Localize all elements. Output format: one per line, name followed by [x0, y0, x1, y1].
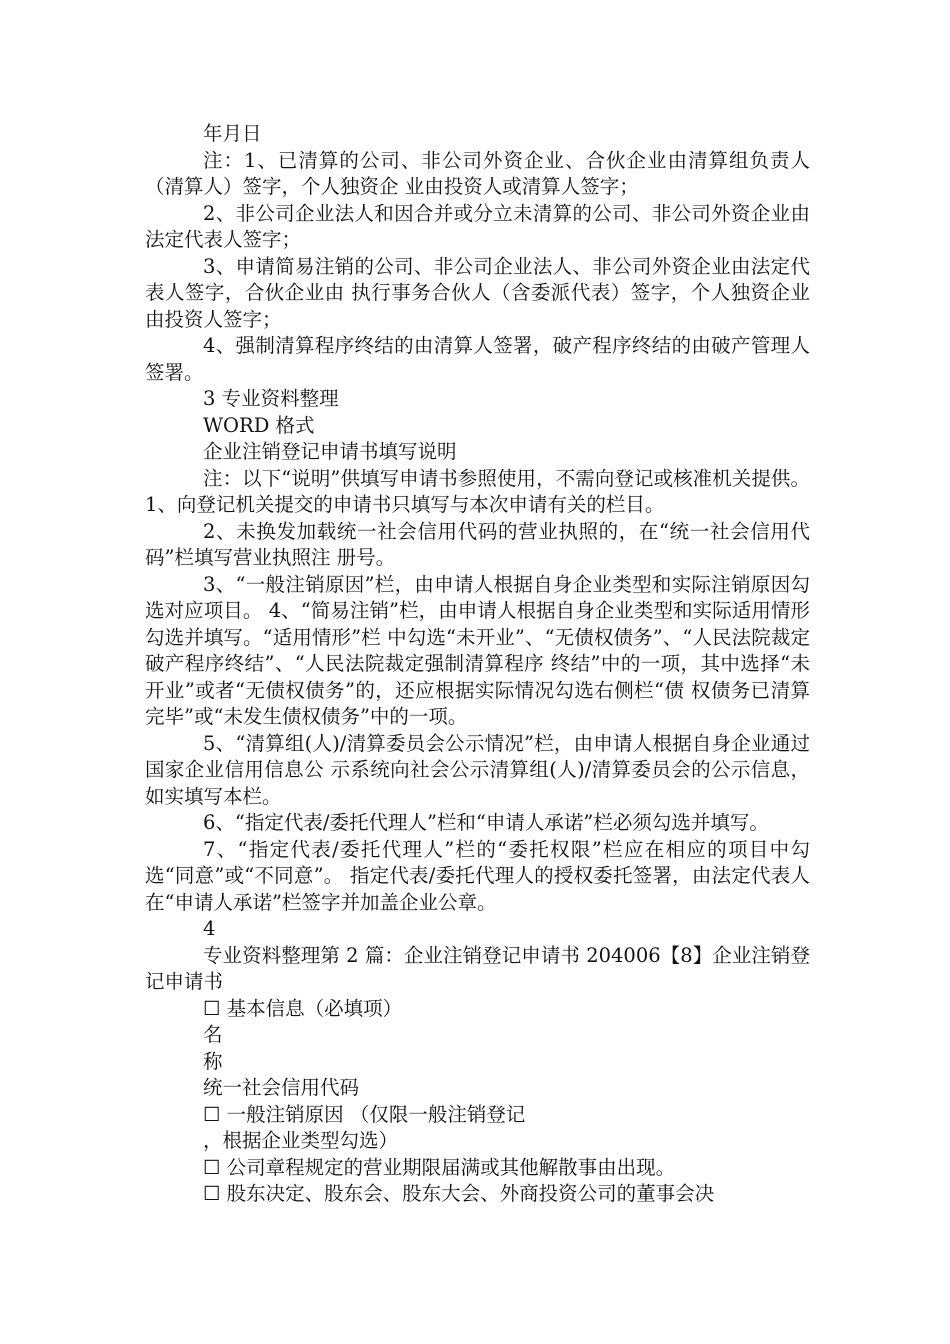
- name-label-1: 名: [203, 1023, 223, 1046]
- note-3: 3、申请简易注销的公司、非公司企业法人、非公司外资企业由法定代表人签字，合伙企业由 执行事务合伙人（含委派代表）签字，个人独资企业由投资人签字；: [145, 254, 810, 331]
- credit-code-label: 统一社会信用代码: [203, 1076, 360, 1099]
- note-1: 注：1、已清算的公司、非公司外资企业、合伙企业由清算组负责人（清算人）签字，个人独资企 业由投资人或清算人签字；: [145, 148, 810, 198]
- instruction-2: 2、未换发加载统一社会信用代码的营业执照的，在“统一社会信用代码”栏填写营业执照注 册号。: [145, 519, 810, 569]
- note-4: 4、强制清算程序终结的由清算人签署，破产程序终结的由破产管理人签署。: [145, 334, 810, 384]
- note-2: 2、非公司企业法人和因合并或分立未清算的公司、非公司外资企业由法定代表人签字；: [145, 201, 810, 251]
- reason-option-2: ☐ 股东决定、股东会、股东大会、外商投资公司的董事会决: [203, 1182, 715, 1205]
- date-line: 年月日: [203, 122, 262, 145]
- page-footer-label: 3 专业资料整理: [203, 387, 339, 410]
- page-number: 4: [203, 917, 216, 940]
- instruction-7: 7、“指定代表/委托代理人”栏的“委托权限”栏应在相应的项目中勾选“同意”或“不同意”。 指定代表/委托代理人的授权委托签署，由法定代表人在“申请人承诺”栏签字并加盖企业公章。: [145, 837, 810, 914]
- name-label-2: 称: [203, 1049, 223, 1073]
- basic-info-heading: ☐ 基本信息（必填项）: [203, 996, 403, 1020]
- document-body: [145, 121, 810, 1208]
- general-reason-heading-cont: ，根据企业类型勾选）: [203, 1129, 399, 1152]
- part-2-title: 专业资料整理第 2 篇：企业注销登记申请书 204006【8】企业注销登记申请书: [145, 943, 810, 993]
- general-reason-heading: ☐ 一般注销原因 （仅限一般注销登记: [203, 1102, 526, 1126]
- instruction-5: 5、“清算组(人)/清算委员会公示情况”栏，由申请人根据自身企业通过国家企业信用信息公 示系统向社会公示清算组(人)/清算委员会的公示信息，如实填写本栏。: [145, 731, 810, 808]
- reason-option-1: ☐ 公司章程规定的营业期限届满或其他解散事由出现。: [203, 1155, 676, 1179]
- section-title: 企业注销登记申请书填写说明: [203, 440, 457, 463]
- page-header-label: WORD 格式: [203, 413, 315, 437]
- instruction-6: 6、“指定代表/委托代理人”栏和“申请人承诺”栏必须勾选并填写。: [203, 811, 769, 834]
- instruction-note: 注：以下“说明”供填写申请书参照使用，不需向登记或核准机关提供。 1、向登记机关提交的申请书只填写与本次申请有关的栏目。: [145, 466, 810, 516]
- instruction-3-4: 3、“一般注销原因”栏，由申请人根据自身企业类型和实际注销原因勾选对应项目。 4、“简易注销”栏，由申请人根据自身企业类型和实际适用情形勾选并填写。“适用情形”栏 中勾选“未开业”、“无债权债务”、“人民法院裁定破产程序终结”、“人民法院裁定强制清算程序 终结”中的一项，其中选择“未开业”或者“无债权债务”的，还应根据实际情况勾选右侧栏“债 权债务已清算完毕”或“未发生债权债务”中的一项。: [145, 572, 810, 728]
